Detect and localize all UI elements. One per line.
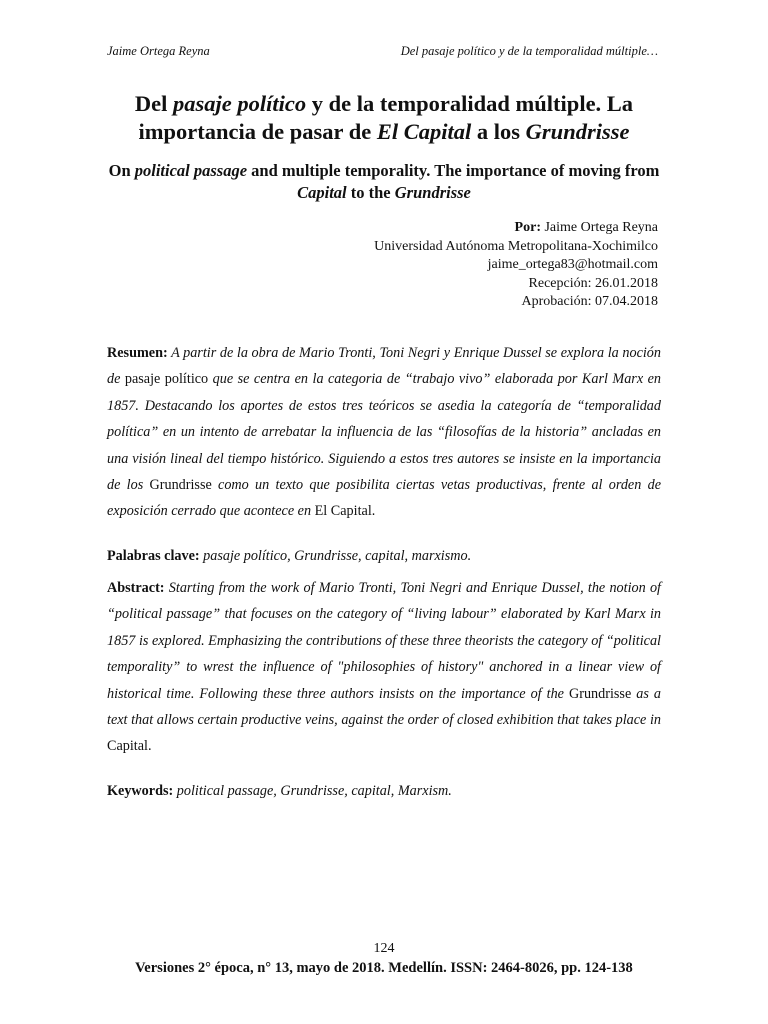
byline-email: jaime_ortega83@hotmail.com [487,257,658,272]
resumen-text-roman: pasaje político [124,371,209,388]
subtitle-segment-italic: Capital [297,183,347,202]
title-segment-italic: pasaje político [173,91,307,116]
abstract-label: Abstract: [107,580,165,596]
author-byline [374,219,658,312]
subtitle-segment-italic: political passage [134,161,248,180]
palabras-clave-value: pasaje político, Grundrisse, capital, marxismo. [199,548,472,564]
article-title [100,90,668,146]
resumen-text-roman: Grundrisse [149,477,212,494]
page-number: 124 [373,941,395,956]
title-segment-italic: Grundrisse [525,119,630,144]
resumen-label: Resumen: [107,345,168,361]
running-header [107,44,658,59]
header-author: Jaime Ortega Reyna [107,44,210,58]
byline-por-label: Por: [514,220,541,235]
title-segment-italic: El Capital [376,119,472,144]
abstract-paragraph [107,575,661,760]
title-segment: a los [471,119,526,144]
subtitle-segment: to the [346,183,395,202]
subtitle-segment: On [108,161,135,180]
subtitle-segment: and multiple temporality. The importance of moving from [247,161,660,180]
resumen-text-roman: . [371,503,376,520]
palabras-clave-paragraph [107,543,661,569]
title-segment: y de la temporalidad múltiple. La importancia de pasar de [138,91,634,144]
abstract-text-roman: . [147,738,152,755]
abstract-text: Starting from the work of Mario Tronti, Toni Negri and Enrique Dussel, the notion of “political passage” that focuses on the category of “living labour” elaborated by Karl Marx in 1857 is explored. Emphasizing the contributions of these three theorists the category of “political temporality” to wrest the influence of "philosophies of history" anchored in a linear view of historical time. Following these three authors insists on the importance of the [107,580,661,702]
abstract-text-roman: Capital [107,738,148,755]
header-short-title: Del pasaje político y de la temporalidad múltiple… [400,44,658,58]
abstract-text: as a text that allows certain productive veins, against the order of closed exhibition that takes place in [107,685,661,729]
keywords-paragraph [107,778,661,804]
keywords-label: Keywords: [107,783,174,799]
subtitle-segment-italic: Grundrisse [394,183,471,202]
resumen-paragraph [107,340,661,525]
keywords-value: political passage, Grundrisse, capital, Marxism. [173,783,452,799]
resumen-text: que se centra en la categoria de “trabajo vivo” elaborada por Karl Marx en 1857. Destacando los aportes de estos tres teóricos se asedia la categoría de “temporalidad política” en un intento de arrebatar la influencia de las “filosofías de la historia” ancladas en una visión lineal del tiempo histórico. Siguiendo a estos tres autores se insiste en la importancia de los [107,371,661,494]
abstract-text-roman: Grundrisse [568,685,632,702]
byline-author-line [374,219,658,238]
byline-author: Jaime Ortega Reyna [540,220,658,235]
byline-affiliation: Universidad Autónoma Metropolitana-Xochimilco [374,238,658,254]
palabras-clave-label: Palabras clave: [107,548,200,564]
article-subtitle-english [100,160,668,204]
resumen-text-roman: El Capital [314,503,372,520]
resumen-text: como un texto que posibilita ciertas vetas productivas, frente al orden de exposición cerrado que acontece en [107,477,661,520]
journal-footer: Versiones 2° época, n° 13, mayo de 2018. Medellín. ISSN: 2464-8026, pp. 124-138 [135,960,633,976]
resumen-text: A partir de la obra de Mario Tronti, Toni Negri y Enrique Dussel se explora la noción de [107,345,661,388]
byline-received-date: Recepción: 26.01.2018 [528,275,658,291]
title-segment: Del [134,91,174,116]
byline-approved-date: Aprobación: 07.04.2018 [521,294,658,309]
